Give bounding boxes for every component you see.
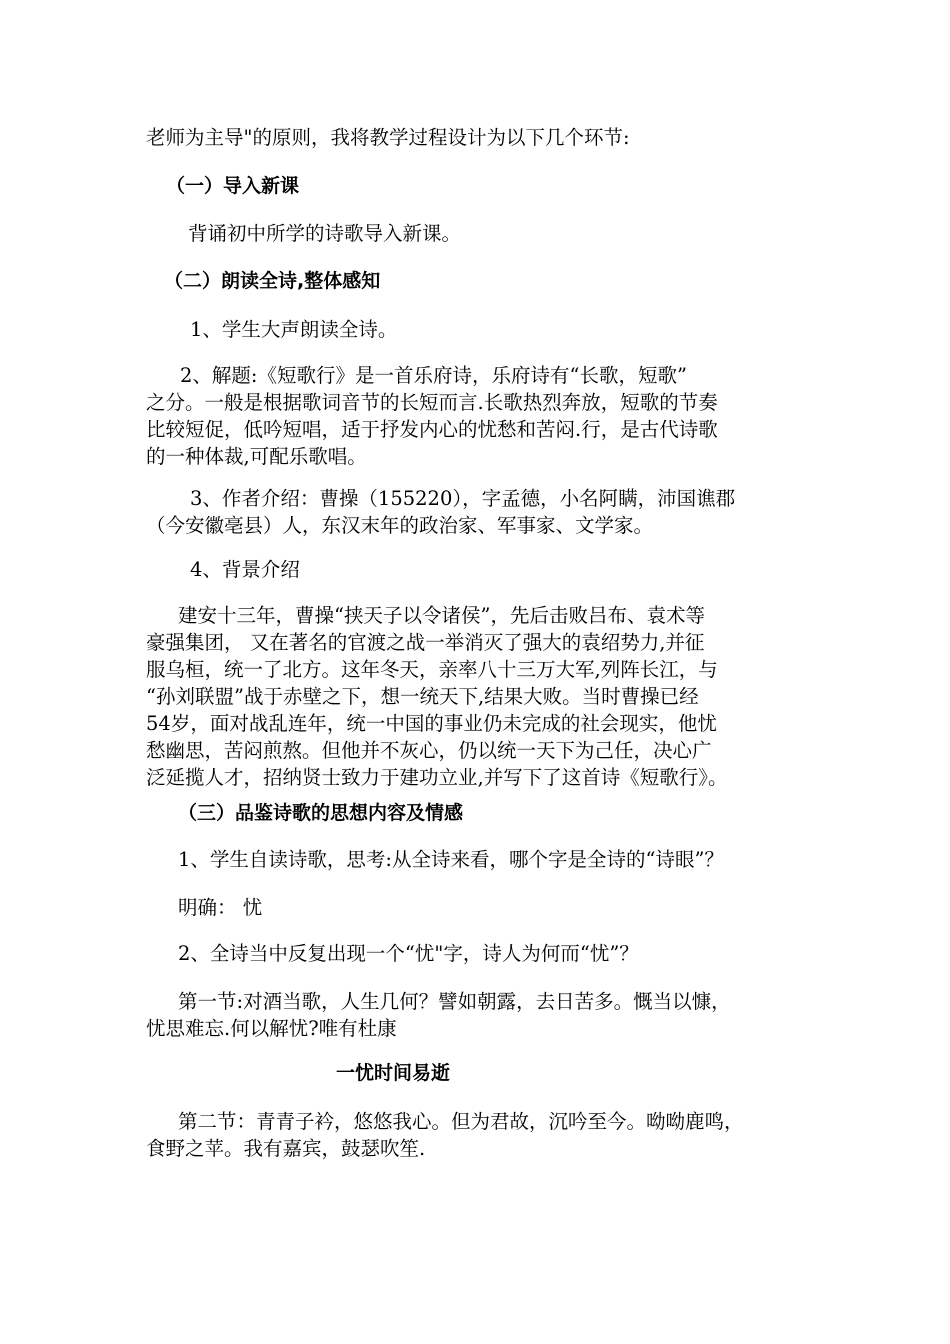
- question-poem-eye: 1、学生自读诗歌，思考:从全诗来看，哪个字是全诗的“诗眼”？: [178, 848, 724, 871]
- text-line: 3、作者介绍：曹操（155220），字孟德，小名阿瞒，沛国谯郡: [190, 487, 736, 510]
- text-line: 食野之苹。我有嘉宾，鼓瑟吹笙.: [146, 1137, 426, 1160]
- stanza-one-theme: 一忧时间易逝: [336, 1062, 451, 1084]
- stanza-one: [146, 988, 818, 1042]
- text-line: （今安徽亳县）人，东汉末年的政治家、军事家、文学家。: [146, 514, 654, 537]
- item-author-intro: [146, 485, 818, 539]
- section-intro-text: 背诵初中所学的诗歌导入新课。: [188, 222, 462, 245]
- text-line: 服乌桓，统一了北方。这年冬天，亲率八十三万大军,列阵长江，与: [146, 658, 718, 681]
- text-line: 第二节：青青子衿，悠悠我心。但为君故，沉吟至今。呦呦鹿鸣，: [178, 1110, 744, 1133]
- text-line: 第一节:对酒当歌，人生几何？譬如朝露，去日苦多。慨当以慷，: [178, 990, 731, 1013]
- text-line: 比较短促，低吟短唱，适于抒发内心的忧愁和苦闷.行，是古代诗歌: [146, 418, 718, 441]
- item-background-label: 4、背景介绍: [190, 558, 300, 581]
- stanza-two: [146, 1108, 818, 1162]
- answer-poem-eye: 明确： 忧: [178, 896, 263, 919]
- text-line: 54岁，面对战乱连年，统一中国的事业仍未完成的社会现实，他忧: [146, 712, 717, 735]
- text-line: 豪强集团， 又在著名的官渡之战一举消灭了强大的袁绍势力,并征: [146, 631, 705, 654]
- text-line: 愁幽思，苦闷煎熬。但他并不灰心，仍以统一天下为己任，决心广: [146, 739, 712, 762]
- text-line: 之分。一般是根据歌词音节的长短而言.长歌热烈奔放，短歌的节奏: [146, 391, 718, 414]
- section-heading-appreciation: （三）品鉴诗歌的思想内容及情感: [178, 802, 464, 824]
- item-title-explanation: [146, 362, 818, 470]
- question-why-worry: 2、全诗当中反复出现一个“忧"字，诗人为何而“忧”？: [178, 942, 639, 965]
- section-heading-intro: （一）导入新课: [166, 175, 300, 197]
- intro-line: 老师为主导"的原则，我将教学过程设计为以下几个环节:: [146, 126, 630, 149]
- item-read-aloud: 1、学生大声朗读全诗。: [190, 318, 398, 341]
- background-paragraph: [146, 602, 818, 791]
- text-line: 2、解题:《短歌行》是一首乐府诗，乐府诗有“长歌，短歌”: [180, 364, 687, 387]
- text-line: 忧思难忘.何以解忧?唯有杜康: [146, 1017, 397, 1040]
- text-line: “孙刘联盟”战于赤壁之下，想一统天下,结果大败。当时曹操已经: [146, 685, 699, 708]
- text-line: 建安十三年，曹操“挟天子以令诸侯”，先后击败吕布、袁术等: [178, 604, 705, 627]
- text-line: 的一种体裁,可配乐歌唱。: [146, 445, 367, 468]
- text-line: 泛延揽人才，招纳贤士致力于建功立业,并写下了这首诗《短歌行》。: [146, 766, 728, 789]
- section-heading-reading: （二）朗读全诗,整体感知: [164, 270, 381, 292]
